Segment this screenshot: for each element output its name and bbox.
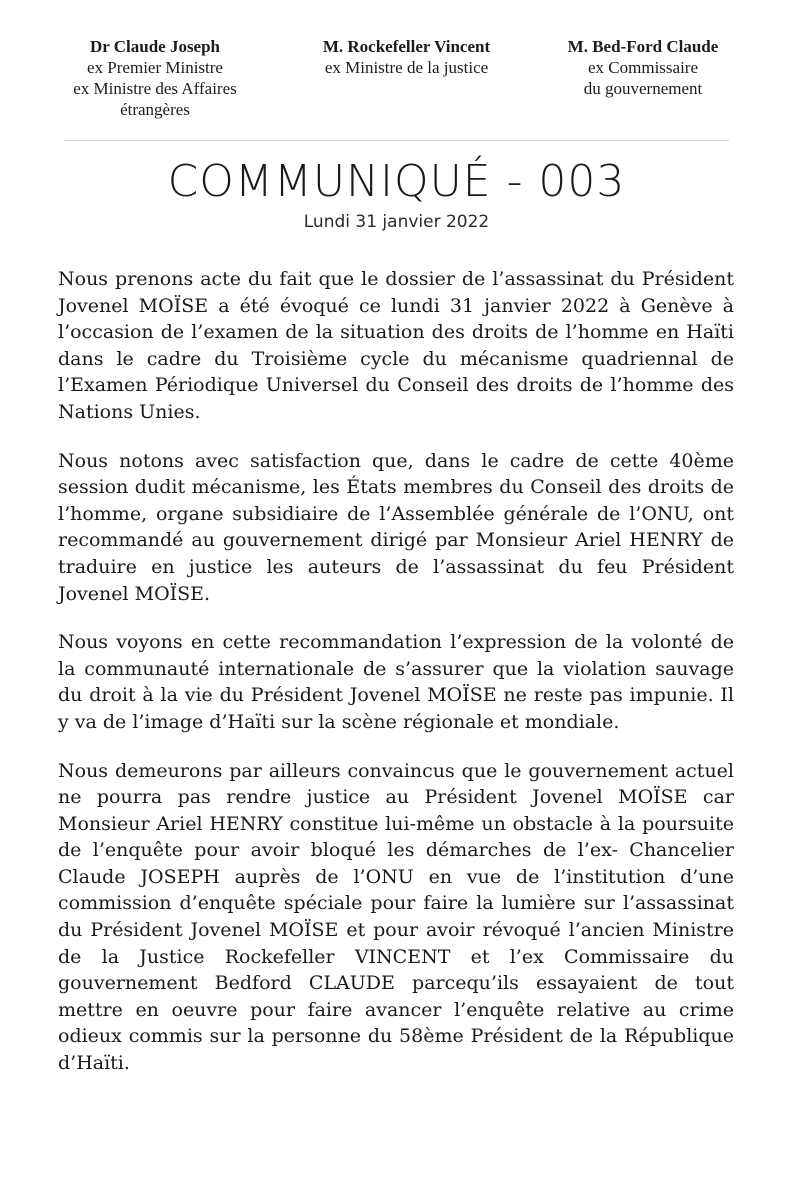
signatory-title: ex Commissaire [587,58,698,77]
body-paragraph: Nous voyons en cette recommandation l’expression de la volonté de la communauté internationale de s’assurer que la violation sauvage du droit à la vie du Président Jovenel MOÏSE ne reste pas impunie. Il y va de l’image d’Haïti sur la scène régionale et mondiale. [58,631,734,733]
signatory-name: M. Bed-Ford Claude [567,37,719,56]
signatory-title: ex Ministre des Affaires [73,79,237,98]
signatory-name: Dr Claude Joseph [89,37,221,56]
communique-body [58,266,734,1099]
signatory-name: M. Rockefeller Vincent [322,37,491,56]
signatory-bedford-claude [533,36,753,120]
signatories-header [40,36,753,120]
signatory-title: ex Ministre de la justice [324,58,489,77]
body-paragraph: Nous prenons acte du fait que le dossier de l’assassinat du Président Jovenel MOÏSE a été évoqué ce lundi 31 janvier 2022 à Genève à l’occasion de l’examen de la situation des droits de l’homme en Haïti dans le cadre du Troisième cycle du mécanisme quadriennal de l’Examen Périodique Universel du Conseil des droits de l’homme des Nations Unies. [58,268,734,423]
communique-title: COMMUNIQUÉ - 003 [167,156,626,207]
body-paragraph: Nous demeurons par ailleurs convaincus que le gouvernement actuel ne pourra pas rendre justice au Président Jovenel MOÏSE car Monsieur Ariel HENRY constitue lui-même un obstacle à la poursuite de l’enquête pour avoir bloqué les démarches de l’ex- Chancelier Claude JOSEPH auprès de l’ONU en vue de l’institution d’une commission d’enquête spéciale pour faire la lumière sur l’assassinat du Président Jovenel MOÏSE et pour avoir révoqué l’ancien Ministre de la Justice Rockefeller VINCENT et l’ex Commissaire du gouvernement Bedford CLAUDE parcequ’ils essayaient de tout mettre en oeuvre pour faire avancer l’enquête relative au crime odieux commis sur la personne du 58ème Président de la République d’Haïti. [58,759,734,1075]
header-divider [64,140,729,141]
signatory-claude-joseph [40,36,270,120]
signatory-title: étrangères [120,100,190,119]
signatory-rockefeller-vincent [292,36,522,120]
communique-date: Lundi 31 janvier 2022 [303,212,490,232]
body-paragraph: Nous notons avec satisfaction que, dans le cadre de cette 40ème session dudit mécanisme, les États membres du Conseil des droits de l’homme, organe subsidiaire de l’Assemblée générale de l’ONU, ont recommandé au gouvernement dirigé par Monsieur Ariel HENRY de traduire en justice les auteurs de l’assassinat du feu Président Jovenel MOÏSE. [58,449,734,605]
signatory-title: ex Premier Ministre [87,58,223,77]
signatory-title: du gouvernement [583,79,703,98]
